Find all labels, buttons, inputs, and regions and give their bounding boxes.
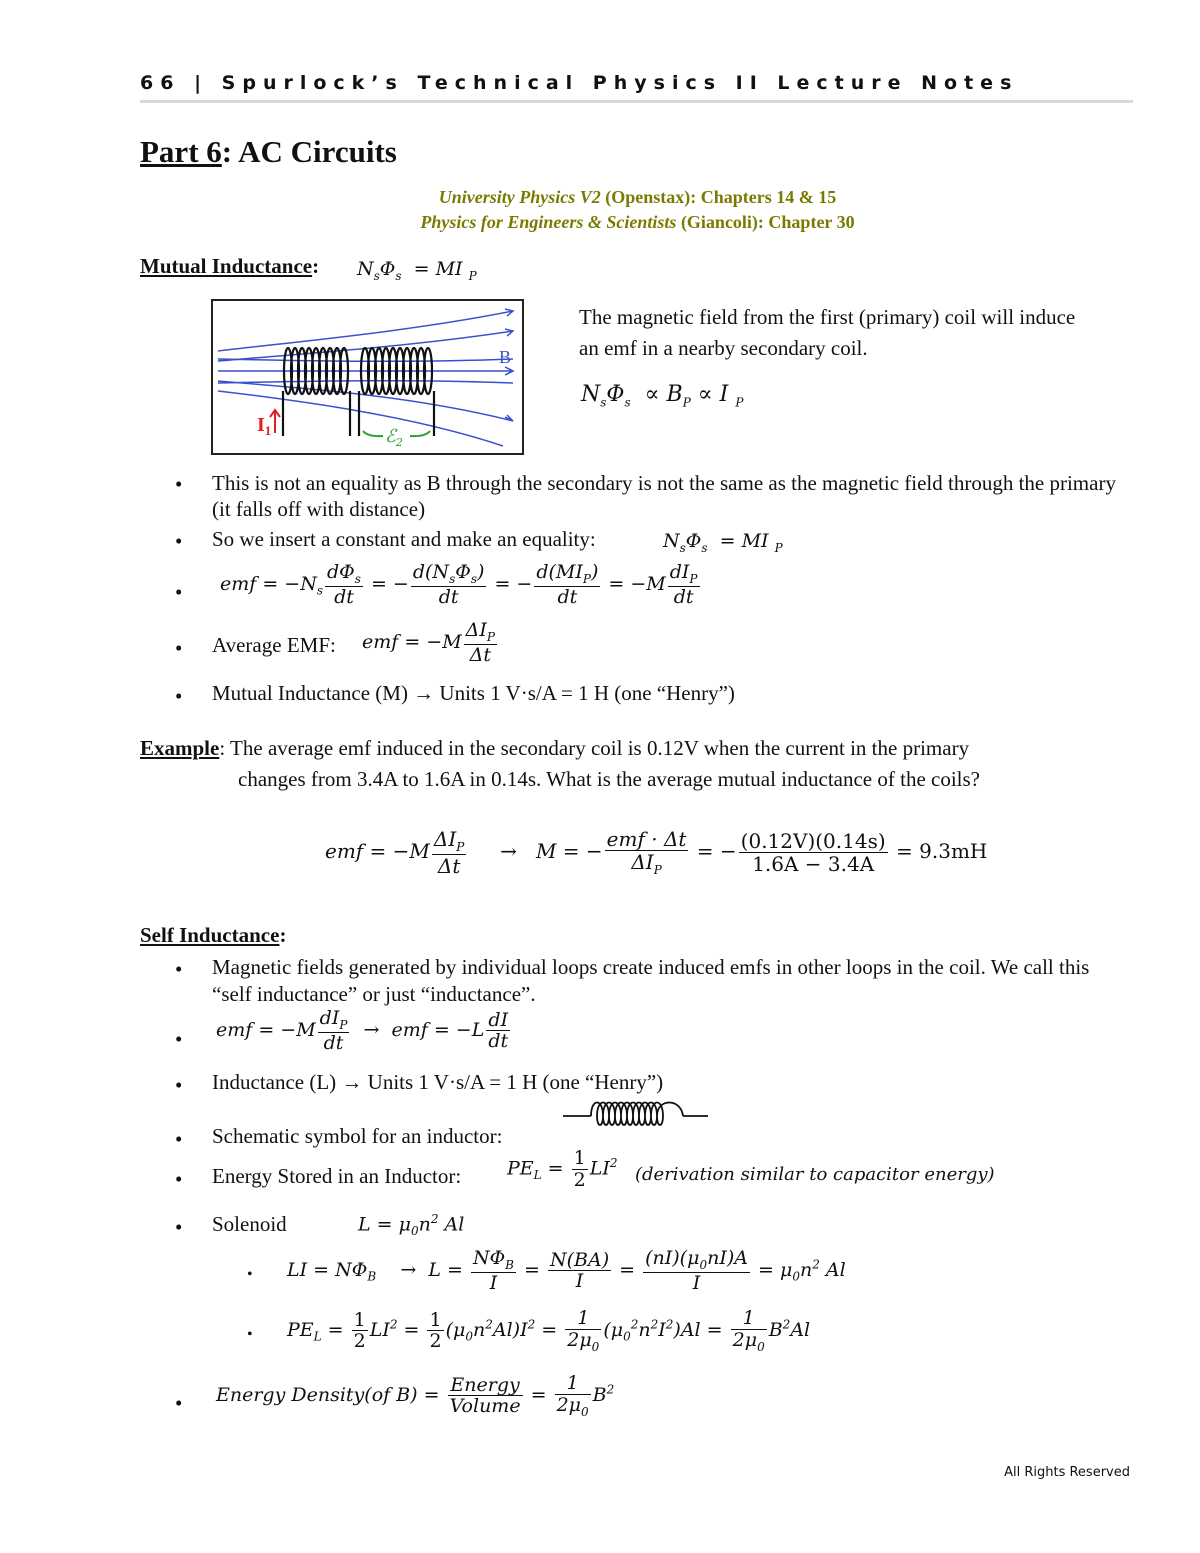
bullet: • <box>175 1127 183 1151</box>
bullet: • <box>175 472 183 496</box>
part-name: : AC Circuits <box>221 134 397 169</box>
emf-derivation: emf = $-N_s$ $\frac{d\Phi_s}{dt}$ = − $\frac{d(N_s\Phi_s)}{dt}$ = − $\frac{d(MI_P)}{dt}$ = −M $\frac{dI_P}{dt}$ <box>220 561 698 608</box>
header-rule <box>140 100 1133 103</box>
energy-density-equation: Energy Density(of B) = $\frac{\text{Energy}}{\text{Volume}}$ = $\frac{1}{2\mu_0}$ $B^2$ <box>216 1372 615 1419</box>
bullet: • <box>175 580 183 604</box>
header-title: Spurlock’s Technical Physics II Lecture Notes <box>221 72 1019 94</box>
self-bullet-3: Inductance (L) → Units 1 V·s/A = 1 H (one “Henry”) <box>212 1070 664 1094</box>
mutual-bullet-4: Average EMF: <box>212 633 336 657</box>
mutual-bullet-2: So we insert a constant and make an equality: <box>212 527 596 551</box>
self-bullet-6: Solenoid <box>212 1212 287 1236</box>
bullet: • <box>175 684 183 708</box>
mutual-bullet-5: Mutual Inductance (M) → Units 1 V·s/A = 1 H (one “Henry”) <box>212 681 735 705</box>
mutual-heading-colon: : <box>312 254 320 278</box>
ref-book-1: University Physics V2 <box>438 187 601 207</box>
proportional-equation: $N_s\Phi_s \propto B_P \propto I$ $_P$ <box>581 382 744 410</box>
example-line-1 <box>140 736 1130 761</box>
example-solution: emf = −M $\frac{\Delta I_P}{\Delta t}$ → M = − $\frac{\text{emf · Δt}}{\Delta I_P}$ = − $\frac{(0.12V)(0.14s)}{1.6A - 3.4A}$ = 9.3mH <box>325 827 988 879</box>
sub-bullet: • <box>247 1266 253 1283</box>
field-label-b: B <box>499 347 512 367</box>
inductor-symbol-icon <box>563 1098 713 1132</box>
self-bullet-4: Schematic symbol for an inductor: <box>212 1124 503 1148</box>
solenoid-equation: $L = \mu_0n^2$ Al <box>358 1212 465 1239</box>
page-number: 66 <box>140 72 181 94</box>
energy-note: (derivation similar to capacitor energy) <box>635 1164 995 1185</box>
coil-diagram <box>213 301 522 453</box>
coil-figure <box>211 299 524 455</box>
bullet: • <box>175 1215 183 1239</box>
header-separator: | <box>194 72 209 94</box>
ref-book-2: Physics for Engineers & Scientists <box>420 212 677 232</box>
bullet: • <box>175 529 183 553</box>
page-header <box>140 72 1018 94</box>
bullet: • <box>175 1027 183 1051</box>
equality-equation: $N_s\Phi_s$ = MI $_P$ <box>663 530 783 555</box>
self-emf-equation: emf = −M $\frac{dI_P}{dt}$ → emf = −L $\frac{dI}{dt}$ <box>216 1007 509 1054</box>
example-label: Example <box>140 736 220 760</box>
self-heading-colon: : <box>279 923 287 947</box>
part-label: Part 6 <box>140 134 222 169</box>
mutual-description: The magnetic field from the first (primary) coil will induce an emf in a nearby secondary coil. <box>579 305 1076 360</box>
self-bullet-5: Energy Stored in an Inductor: <box>212 1164 462 1188</box>
bullet: • <box>175 1167 183 1191</box>
solenoid-derivation: LI = $N\Phi_B$ → L = $\frac{N\Phi_B}{I}$ = $\frac{N(BA)}{I}$ = $\frac{(nI)(\mu_0nI)A}{I}$ = $\mu_0n^2$ Al <box>287 1247 846 1294</box>
bullet: • <box>175 1073 183 1097</box>
reference-line-2 <box>300 212 975 233</box>
self-heading <box>140 923 286 948</box>
example-denominator: 1.6A − 3.4A <box>752 852 875 877</box>
mutual-equation: $N_s\Phi_s$ = MI $_P$ <box>357 258 477 283</box>
mutual-heading <box>140 254 319 279</box>
emf-label: ℰ$_2$ <box>385 426 403 449</box>
footer: All Rights Reserved <box>1004 1465 1130 1480</box>
example-numerator: (0.12V)(0.14s) <box>740 829 886 854</box>
mutual-bullet-1: This is not an equality as B through the secondary is not the same as the magnetic field through the primary (it falls off with distance) <box>212 471 1116 521</box>
mutual-heading-text: Mutual Inductance <box>140 254 313 278</box>
sub-bullet: • <box>247 1326 253 1343</box>
self-bullet-1: Magnetic fields generated by individual loops create induced emfs in other loops in the coil. We call this “self inductance” or just “inductance”. <box>212 955 1090 1006</box>
energy-derivation: $PE_L$ = $\frac{1}{2}$ $LI^2$ = $\frac{1}{2}$ $(\mu_0n^2Al)I^2$ = $\frac{1}{2\mu_0}$ $(\mu_0^2n^2I^2)Al$ = $\frac{1}{2\mu_0}$ $B^2Al$ <box>287 1307 811 1354</box>
ref-rest-2: (Giancoli): Chapter 30 <box>676 212 855 232</box>
average-emf-equation: emf = −M $\frac{\Delta I_P}{\Delta t}$ <box>362 619 495 666</box>
reference-line-1 <box>300 187 975 208</box>
self-heading-text: Self Inductance <box>140 923 280 947</box>
bullet: • <box>175 636 183 660</box>
current-label: $I_1$ <box>257 414 272 438</box>
part-title <box>140 134 397 170</box>
example-text-1: : The average emf induced in the secondary coil is 0.12V when the current in the primary <box>219 736 970 760</box>
energy-equation: $PE_L$ = $\frac{1}{2}$ $LI^2$ <box>507 1147 618 1191</box>
ref-rest-1: (Openstax): Chapters 14 & 15 <box>600 187 837 207</box>
example-line-2: changes from 3.4A to 1.6A in 0.14s. What is the average mutual inductance of the coils? <box>238 767 981 791</box>
example-result: = 9.3mH <box>896 839 988 864</box>
bullet: • <box>175 957 183 981</box>
bullet: • <box>175 1391 183 1415</box>
